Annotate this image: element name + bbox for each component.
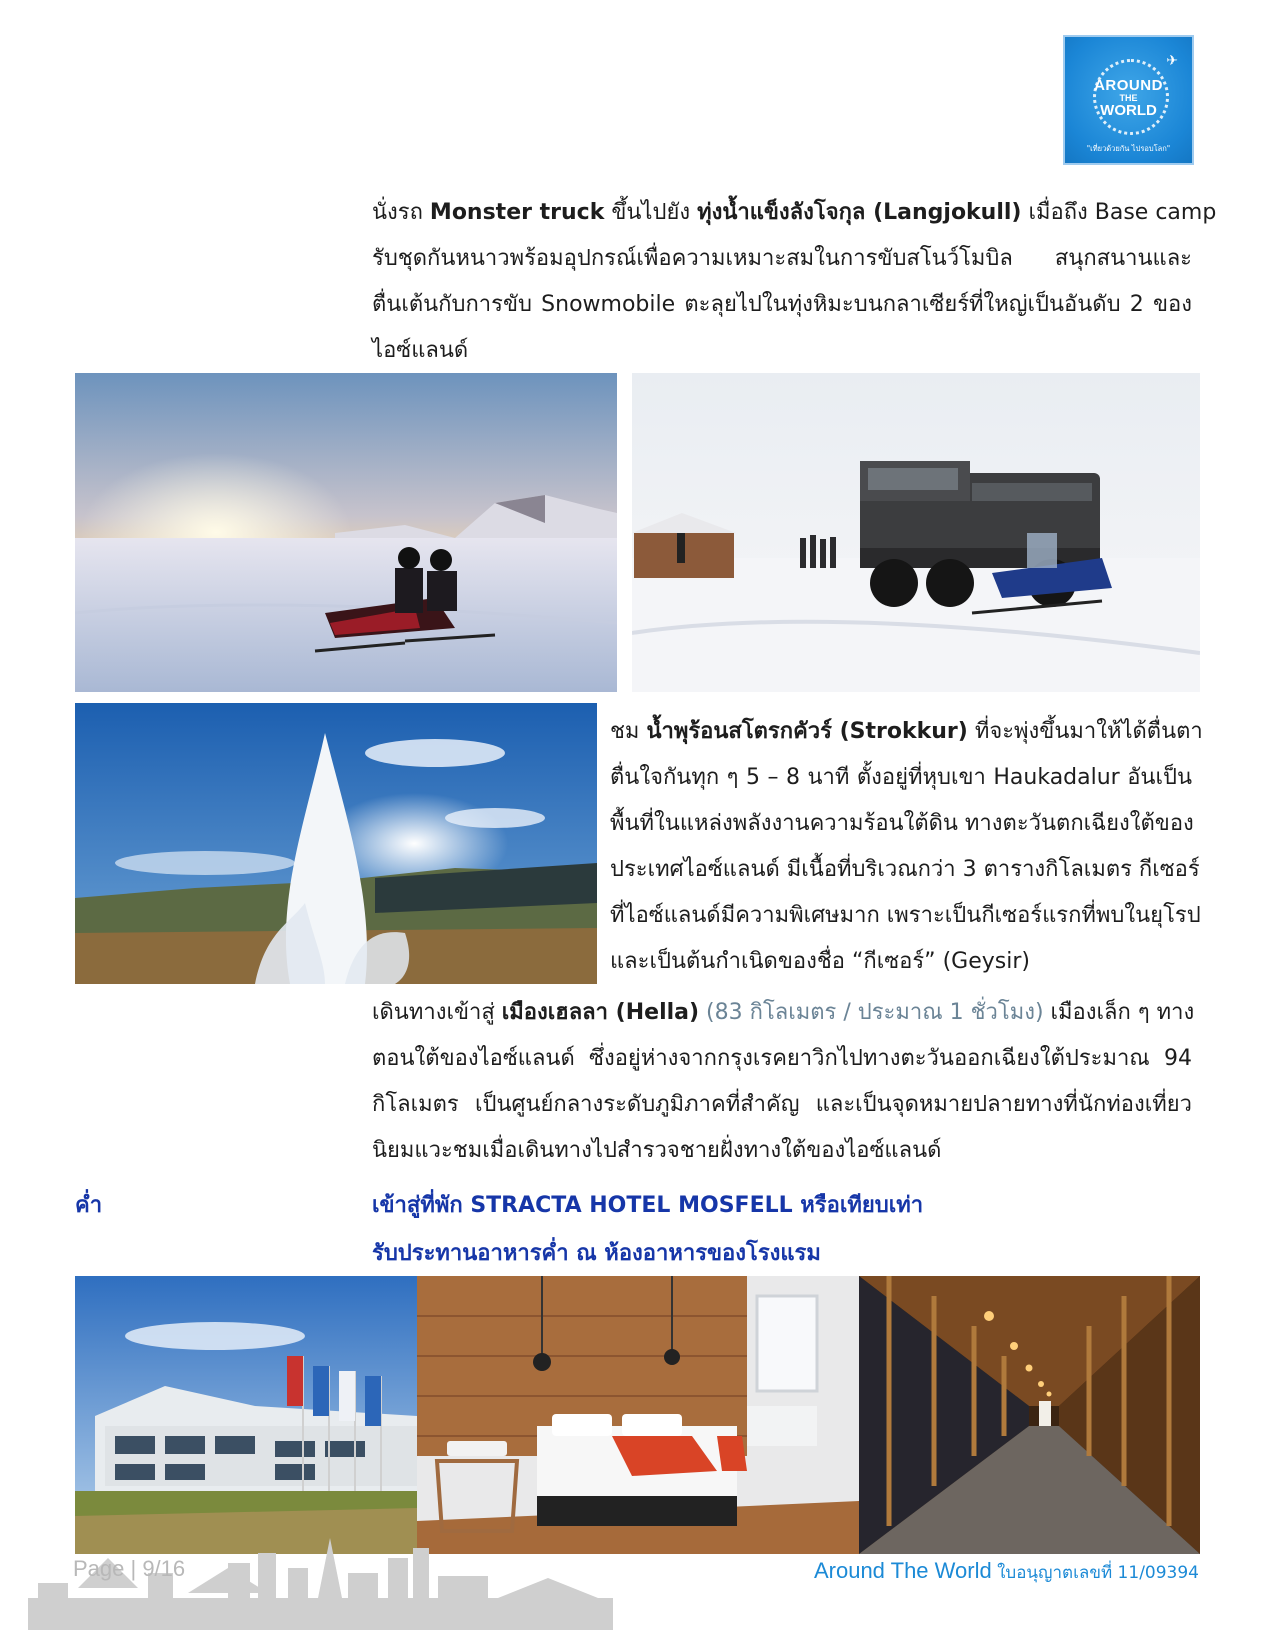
logo-text-the: THE — [1119, 93, 1138, 103]
langjokull-paragraph — [372, 190, 1217, 374]
snowmobile-sunset-photo — [75, 373, 617, 692]
paragraph-line: ตื่นเต้นกับการขับ Snowmobile ตะลุยไปในทุ่งหิมะบนกลาเซียร์ที่ใหญ่เป็นอันดับ 2 ของ — [372, 292, 1192, 317]
plane-icon: ✈ — [1166, 53, 1178, 69]
monster-truck-photo — [632, 373, 1200, 692]
logo-text-world: WORLD — [1100, 102, 1157, 119]
paragraph-line: ที่ไอซ์แลนด์มีความพิเศษมาก เพราะเป็นกีเซอร์แรกที่พบในยุโรป — [610, 903, 1201, 928]
paragraph-line: ตื่นใจกันทุก ๆ 5 – 8 นาที ตั้งอยู่ที่หุบเขา Haukadalur อันเป็น — [610, 765, 1192, 790]
paragraph-line: นั่งรถ Monster truck ขึ้นไปยัง ทุ่งน้ำแข็งลังโจกุล (Langjokull) เมื่อถึง Base camp — [372, 200, 1217, 225]
paragraph-line: รับชุดกันหนาวพร้อมอุปกรณ์เพื่อความเหมาะสมในการขับสโนว์โมบิล สนุกสนานและ — [372, 246, 1192, 271]
strokkur-paragraph — [610, 709, 1203, 985]
paragraph-line: ประเทศไอซ์แลนด์ มีเนื้อที่บริเวณกว่า 3 ตารางกิโลเมตร กีเซอร์ — [610, 857, 1200, 882]
hella-paragraph — [372, 990, 1195, 1174]
meal-label-dinner: ค่ำ — [75, 1193, 103, 1218]
city-skyline-graphic — [28, 1538, 613, 1630]
paragraph-line: และเป็นต้นกำเนิดของชื่อ “กีเซอร์” (Geysir) — [610, 949, 1030, 974]
paragraph-line: ชม น้ำพุร้อนสโตรกคัวร์ (Strokkur) ที่จะพุ่งขึ้นมาให้ได้ตื่นตา — [610, 719, 1203, 744]
logo-text-around: AROUND — [1094, 77, 1163, 94]
hotel-room-photo — [417, 1276, 859, 1554]
paragraph-line: เดินทางเข้าสู่ เมืองเฮลลา (Hella) (83 กิโลเมตร / ประมาณ 1 ชั่วโมง) เมืองเล็ก ๆ ทาง — [372, 1000, 1195, 1025]
hotel-corridor-photo — [859, 1276, 1200, 1554]
page-number: Page | 9/16 — [73, 1556, 186, 1581]
hotel-check-in-text: เข้าสู่ที่พัก STRACTA HOTEL MOSFELL หรือเทียบเท่า — [372, 1193, 924, 1218]
paragraph-line: กิโลเมตร เป็นศูนย์กลางระดับภูมิภาคที่สำคัญ และเป็นจุดหมายปลายทางที่นักท่องเที่ยว — [372, 1092, 1192, 1117]
hotel-exterior-photo — [75, 1276, 417, 1554]
company-logo — [1063, 35, 1194, 165]
paragraph-line: พื้นที่ในแหล่งพลังงานความร้อนใต้ดิน ทางตะวันตกเฉียงใต้ของ — [610, 811, 1194, 836]
license-footer — [814, 1558, 1199, 1586]
paragraph-line: นิยมแวะชมเมื่อเดินทางไปสำรวจชายฝั่งทางใต้ของไอซ์แลนด์ — [372, 1138, 942, 1163]
logo-tagline: "เที่ยวด้วยกัน ไปรอบโลก" — [1086, 144, 1171, 153]
strokkur-geyser-photo — [75, 703, 597, 984]
dinner-text: รับประทานอาหารค่ำ ณ ห้องอาหารของโรงแรม — [372, 1241, 821, 1266]
license-number: ใบอนุญาตเลขที่ 11/09394 — [991, 1563, 1199, 1583]
paragraph-line: ไอซ์แลนด์ — [372, 338, 469, 363]
paragraph-line: ตอนใต้ของไอซ์แลนด์ ซึ่งอยู่ห่างจากกรุงเรคยาวิกไปทางตะวันออกเฉียงใต้ประมาณ 94 — [372, 1046, 1192, 1071]
brand-name: Around The World — [813, 1558, 992, 1583]
